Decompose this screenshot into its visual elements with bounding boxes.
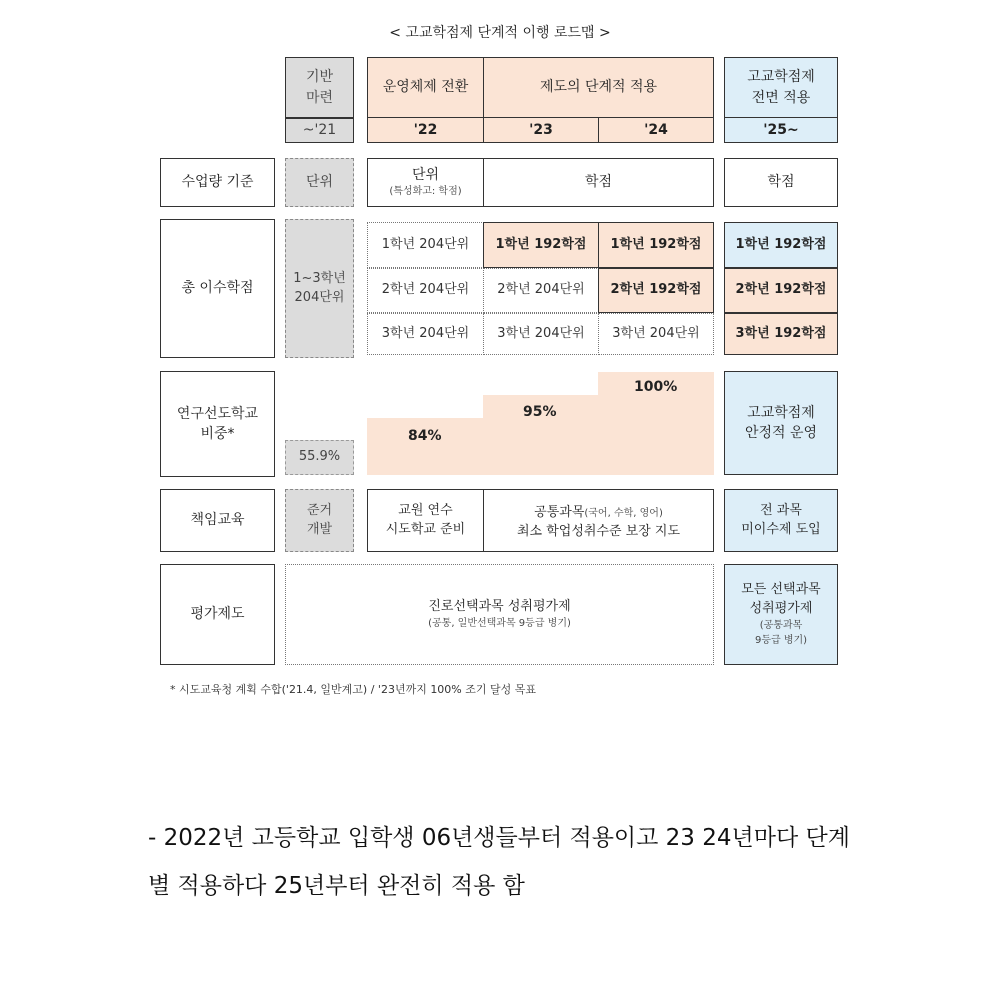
research-ratio-base: 55.9% [285,440,354,475]
credits-g3-y23: 3학년 204단위 [483,313,599,355]
credits-g3-y24: 3학년 204단위 [598,313,714,355]
credits-g2-y22: 2학년 204단위 [367,268,484,313]
credits-g2-y24: 2학년 192학점 [598,268,714,313]
responsibility-y22: 교원 연수 시도학교 준비 [367,489,484,552]
caption-text: - 2022년 고등학교 입학생 06년생들부터 적용이고 23 24년마다 단계별 적용하다 25년부터 완전히 적용 함 [148,825,850,899]
evaluation-y25-main: 모든 선택과목 성취평가제 [741,581,821,616]
responsibility-common-subjects: 공통과목 [534,505,585,521]
responsibility-y2324 [483,489,714,552]
responsibility-base: 준거 개발 [285,489,354,552]
evaluation-mid-main: 진로선택과목 성취평가제 [428,598,571,614]
label-responsibility: 책임교육 [160,489,275,552]
header-phase-base: 기반 마련 [285,57,354,118]
evaluation-mid-sub: (공통, 일반선택과목 9등급 병기) [428,617,571,629]
class-unit-base: 단위 [285,158,354,207]
label-class-unit: 수업량 기준 [160,158,275,207]
credits-g1-y22: 1학년 204단위 [367,222,484,268]
credits-g1-y25: 1학년 192학점 [724,222,838,268]
responsibility-y25: 전 과목 미이수제 도입 [724,489,838,552]
class-unit-y22-main: 단위 [411,167,440,184]
header-year-23: '23 [483,117,599,143]
label-total-credits: 총 이수학점 [160,219,275,358]
header-phase-stepwise: 제도의 단계적 적용 [483,57,714,118]
credits-g2-y23: 2학년 204단위 [483,268,599,313]
credits-g1-y24: 1학년 192학점 [598,222,714,268]
class-unit-y25: 학점 [724,158,838,207]
header-year-25: '25~ [724,117,838,143]
research-ratio-y23: 95% [523,404,557,420]
evaluation-y25 [724,564,838,665]
credits-g2-y25: 2학년 192학점 [724,268,838,313]
class-unit-y22 [367,158,484,207]
header-year-21: ~'21 [285,118,354,143]
research-ratio-y24: 100% [634,379,678,395]
header-phase-transition: 운영체제 전환 [367,57,484,118]
research-ratio-step-22 [367,418,484,475]
class-unit-y22-sub: (특성화고: 학점) [389,186,462,198]
research-ratio-y25: 고교학점제 안정적 운영 [724,371,838,475]
evaluation-mid [285,564,714,665]
credits-g3-y22: 3학년 204단위 [367,313,484,355]
footnote: * 시도교육청 계획 수합('21.4, 일반계고) / '23년까지 100% 조기 달성 목표 [170,683,537,696]
label-research-ratio: 연구선도학교 비중* [160,371,275,477]
research-ratio-y22: 84% [408,428,442,444]
class-unit-y2324: 학점 [483,158,714,207]
responsibility-min-achievement: 최소 학업성취수준 보장 지도 [516,524,681,539]
credits-g3-y25: 3학년 192학점 [724,313,838,355]
roadmap-title: < 고교학점제 단계적 이행 로드맵 > [389,25,611,41]
header-year-24: '24 [598,117,714,143]
responsibility-common-subjects-paren: (국어, 수학, 영어) [584,508,663,520]
header-year-22: '22 [367,117,484,143]
header-phase-full: 고교학점제 전면 적용 [724,57,838,118]
evaluation-y25-sub: (공통과목 9등급 병기) [754,620,808,647]
credits-g1-y23: 1학년 192학점 [483,222,599,268]
credits-base: 1~3학년 204단위 [285,219,354,358]
label-evaluation: 평가제도 [160,564,275,665]
